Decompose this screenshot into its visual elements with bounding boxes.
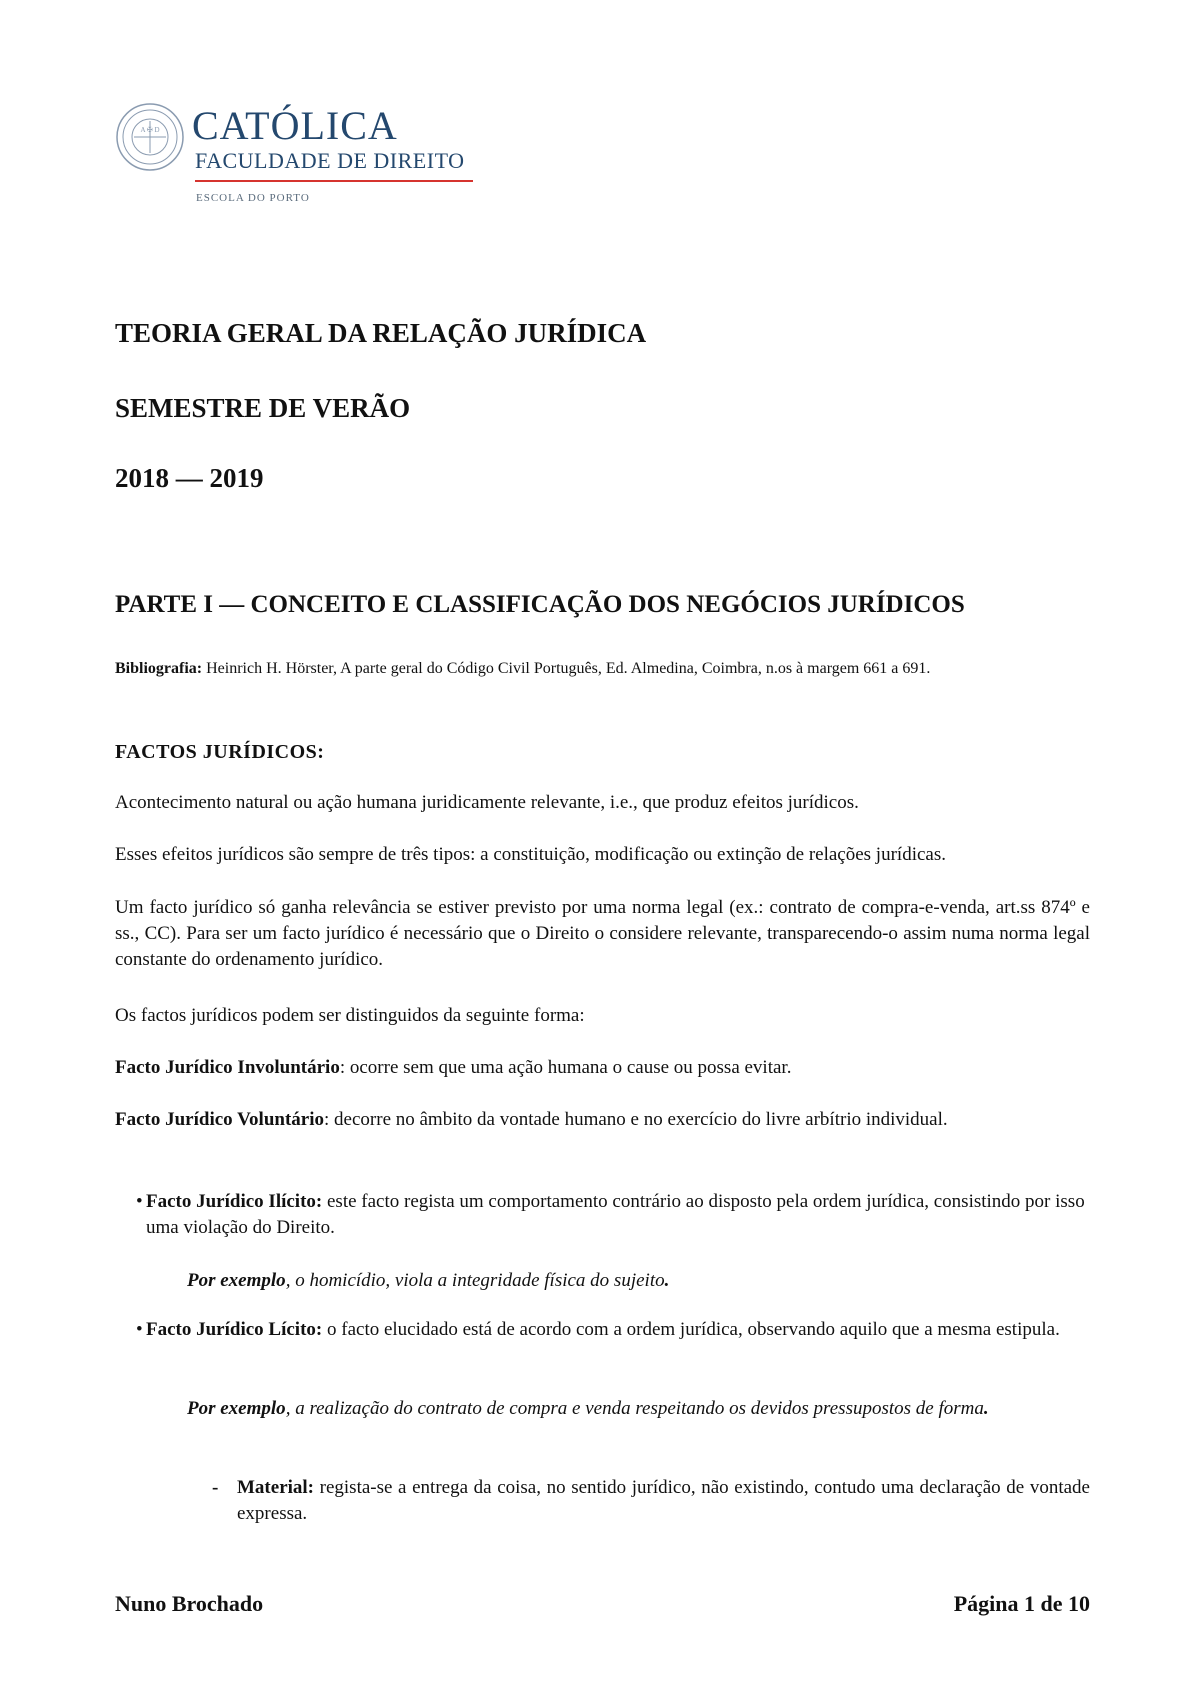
school-name: ESCOLA DO PORTO: [196, 192, 310, 204]
factos-heading: FACTOS JURÍDICOS:: [115, 741, 325, 763]
involuntary-label: Facto Jurídico Involuntário: [115, 1057, 340, 1078]
voluntary-text: : decorre no âmbito da vontade humano e no exercício do livre arbítrio individual.: [324, 1109, 948, 1130]
footer-page-number: Página 1 de 10: [953, 1591, 1090, 1616]
footer-author: Nuno Brochado: [115, 1591, 264, 1616]
list-item-label: Facto Jurídico Ilícito:: [146, 1191, 323, 1212]
paragraph-definition: Acontecimento natural ou ação humana juridicamente relevante, i.e., que produz efeitos jurídicos.: [115, 792, 859, 813]
paragraph-involuntary: [115, 1055, 1090, 1081]
bullet-icon: •: [136, 1319, 143, 1340]
paragraph-effects: Esses efeitos jurídicos são sempre de três tipos: a constituição, modificação ou extinção de relações jurídicas.: [115, 844, 946, 865]
sub-list-item: [212, 1475, 1090, 1527]
list-item-label: Facto Jurídico Lícito:: [146, 1319, 323, 1340]
seal-text: A ✠ D: [140, 126, 160, 134]
example-ilicito: [187, 1268, 1090, 1294]
brand-divider: [195, 180, 473, 182]
list-item-text: o facto elucidado está de acordo com a ordem jurídica, observando aquilo que a mesma estipula.: [322, 1319, 1060, 1340]
university-seal-icon: [115, 102, 185, 172]
paragraph-voluntary: [115, 1107, 1090, 1133]
example-end: .: [983, 1398, 989, 1419]
example-end: .: [664, 1270, 670, 1291]
example-text: , a realização do contrato de compra e venda respeitando os devidos pressupostos de forma: [285, 1398, 984, 1419]
bibliography-label: Bibliografia:: [115, 660, 203, 677]
course-title: TEORIA GERAL DA RELAÇÃO JURÍDICA: [115, 318, 647, 348]
dash-icon: -: [212, 1477, 219, 1498]
example-licito: [187, 1396, 1090, 1422]
list-item: [136, 1189, 1090, 1241]
catolica-logo: [115, 102, 475, 212]
example-text: , o homicídio, viola a integridade física do sujeito: [285, 1270, 665, 1291]
bullet-icon: •: [136, 1191, 143, 1212]
brand-name: CATÓLICA: [192, 103, 398, 148]
example-label: Por exemplo: [187, 1398, 286, 1419]
sub-list-item-text: regista-se a entrega da coisa, no sentido jurídico, não existindo, contudo uma declaração de vontade expressa.: [237, 1477, 1090, 1524]
year-title: 2018 — 2019: [115, 463, 264, 493]
section-heading: PARTE I — CONCEITO E CLASSIFICAÇÃO DOS NEGÓCIOS JURÍDICOS: [115, 591, 965, 618]
paragraph-relevance: Um facto jurídico só ganha relevância se estiver previsto por uma norma legal (ex.: contrato de compra-e-venda, art.ss 874º e ss., CC). Para ser um facto jurídico é necessário que o Direito o considere relevante, transparecendo-o assim numa norma legal constante do ordenamento jurídico.: [115, 897, 1090, 970]
paragraph-distinction: Os factos jurídicos podem ser distinguidos da seguinte forma:: [115, 1005, 585, 1026]
voluntary-label: Facto Jurídico Voluntário: [115, 1109, 325, 1130]
example-label: Por exemplo: [187, 1270, 286, 1291]
semester-title: SEMESTRE DE VERÃO: [115, 393, 411, 423]
involuntary-text: : ocorre sem que uma ação humana o cause ou possa evitar.: [339, 1057, 792, 1078]
faculty-name: FACULDADE DE DIREITO: [195, 148, 465, 173]
sub-list-item-label: Material:: [237, 1477, 315, 1498]
bibliography-text: Heinrich H. Hörster, A parte geral do Código Civil Português, Ed. Almedina, Coimbra, n.os à margem 661 a 691.: [202, 660, 931, 677]
list-item: [136, 1317, 1090, 1343]
bibliography: [115, 656, 1090, 682]
list-item-text: este facto regista um comportamento contrário ao disposto pela ordem jurídica, consistindo por isso uma violação do Direito.: [146, 1191, 1085, 1238]
